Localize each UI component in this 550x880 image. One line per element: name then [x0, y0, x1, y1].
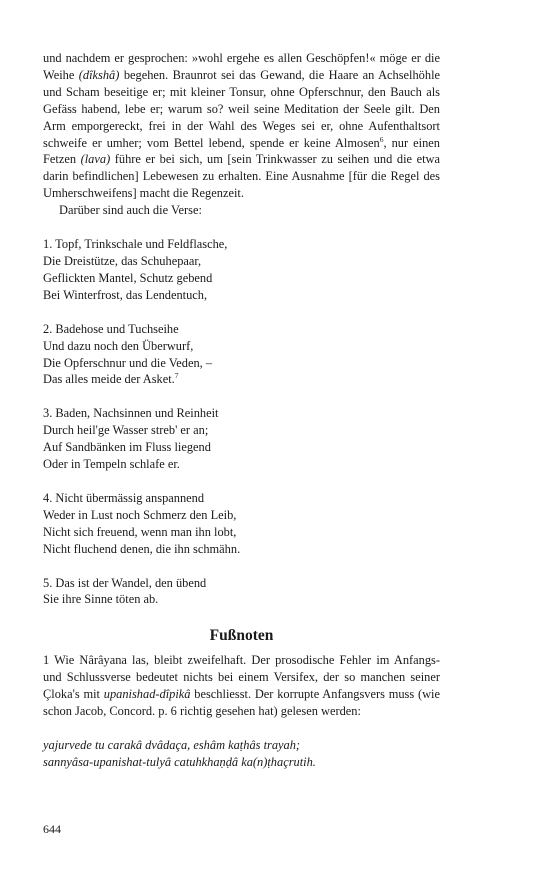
verse-line-text: Und dazu noch den Überwurf,: [43, 338, 194, 353]
text-run: führe er bei sich, um [sein Trinkwasser zu seihen und die etwa darin befindlichen] Lebewesen zu erhalten. Eine Ausnahme [für die Regel des Umherschweifens] macht die Regenzeit.: [43, 152, 440, 201]
footnote-verse: [43, 737, 440, 771]
verse-line: [43, 287, 440, 304]
text-run: , nur einen Fetzen: [43, 135, 440, 167]
verse-line: [43, 575, 440, 592]
text-run: begehen. Braunrot sei das Gewand, die Haare an Achselhöhle und Scham beseitige er; mit kleiner Tonsur, ohne Opferschnur, den Bauch als Gefäss habend, lebe er; warum so? weil seine Meditation der Seele gilt. Den Arm emporgereckt, frei in der Wahl des Weges sei er, ohne Aufenthaltsort schweife er umher; vom Bettel lebend, spende er keine Almosen: [43, 67, 441, 150]
verse-line: [43, 524, 440, 541]
verse-line-text: Bei Winterfrost, das Lendentuch,: [43, 287, 208, 302]
verse-line-text: Sie ihre Sinne töten ab.: [43, 592, 159, 607]
verse-line: [43, 405, 440, 422]
text-run: 1 Wie Nârâyana las, bleibt zweifelhaft. Der prosodische Fehler im Anfangs- und Schlussverse bedeutet nichts bei einem Versifex, der so manchen seiner Çloka's mit: [43, 653, 440, 702]
verse-line-text: 1. Topf, Trinkschale und Feldflasche,: [43, 237, 228, 252]
footnote-marker: 6: [379, 134, 384, 144]
verse-line-text: Geflickten Mantel, Schutz gebend: [43, 270, 213, 285]
paragraph-1: [43, 50, 440, 202]
verse-line-text: Die Opferschnur und die Veden, –: [43, 355, 213, 370]
text-column: [43, 50, 440, 771]
footnote-verse-line: yajurvede tu carakâ dvâdaça, eshâm kaṭhâs trayah;: [43, 738, 301, 752]
verse-line: [43, 422, 440, 439]
verse-block: [43, 236, 440, 608]
verse-line: [43, 490, 440, 507]
verse-line-text: Die Dreistütze, das Schuhepaar,: [43, 253, 202, 268]
stanza: [43, 236, 440, 304]
verse-line-text: 3. Baden, Nachsinnen und Reinheit: [43, 406, 219, 421]
italic-term: upanishad-dîpikâ: [103, 687, 191, 702]
footnote-marker: 7: [174, 371, 179, 381]
stanza: [43, 405, 440, 473]
verse-line: [43, 338, 440, 355]
text-run: beschliesst. Der korrupte Anfangsvers muss (wie schon Jacob, Concord. p. 6 richtig gesehen hat) gelesen werden:: [43, 687, 440, 719]
verse-line: [43, 371, 440, 388]
verse-line-text: 4. Nicht übermässig anspannend: [43, 490, 205, 505]
footnotes-heading: Fußnoten: [209, 627, 274, 645]
verse-line-text: Nicht fluchend denen, die ihn schmähn.: [43, 541, 241, 556]
verse-line-text: Auf Sandbänken im Fluss liegend: [43, 440, 211, 455]
verse-line: [43, 507, 440, 524]
footnote-1: [43, 652, 440, 720]
stanza: [43, 575, 440, 609]
verse-line: [43, 236, 440, 253]
verse-line-text: Das alles meide der Asket.: [43, 372, 175, 387]
verse-line: [43, 456, 440, 473]
italic-term: (lava): [80, 152, 111, 167]
paragraph-2: Darüber sind auch die Verse:: [59, 203, 202, 218]
verse-line: [43, 541, 440, 558]
verse-line-text: Durch heil'ge Wasser streb' er an;: [43, 423, 209, 438]
verse-line: [43, 253, 440, 270]
verse-line: [43, 270, 440, 287]
verse-line: [43, 321, 440, 338]
footnote-verse-line: sannyâsa-upanishat-tulyâ catuhkhaṇḍâ ka(n)ṭhaçrutih.: [43, 754, 316, 769]
verse-line: [43, 591, 440, 608]
verse-line-text: Weder in Lust noch Schmerz den Leib,: [43, 507, 237, 522]
page-number: 644: [43, 822, 61, 836]
stanza: [43, 321, 440, 389]
verse-line-text: 5. Das ist der Wandel, den übend: [43, 575, 207, 590]
verse-line-text: Oder in Tempeln schlafe er.: [43, 457, 180, 472]
italic-term: (dîkshâ): [78, 67, 120, 82]
verse-line-text: 2. Badehose und Tuchseihe: [43, 321, 179, 336]
verse-line-text: Nicht sich freuend, wenn man ihn lobt,: [43, 524, 237, 539]
stanza: [43, 490, 440, 558]
verse-line: [43, 439, 440, 456]
text-run: und nachdem er gesprochen: »wohl ergehe es allen Geschöpfen!« möge er die Weihe: [43, 51, 440, 82]
verse-line: [43, 355, 440, 372]
